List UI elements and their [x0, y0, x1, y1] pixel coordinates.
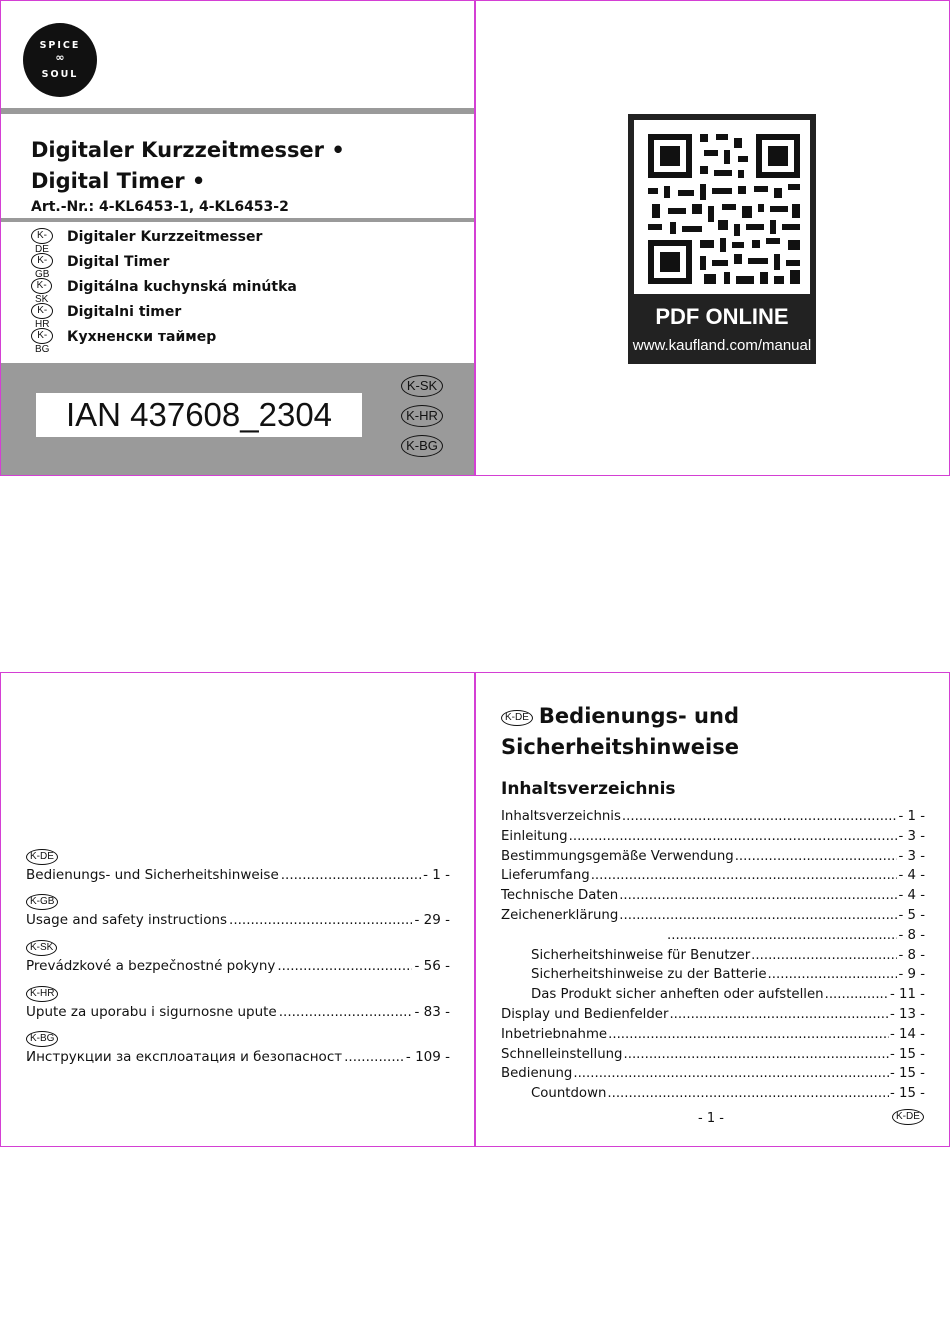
- title-de: Digitaler Kurzzeitmesser •: [31, 138, 345, 162]
- toc-label: Zeichenerklärung: [501, 907, 619, 923]
- entry-page: - 56 -: [414, 958, 450, 974]
- toc-page: - 14 -: [890, 1026, 925, 1042]
- entry-page: - 109 -: [405, 1049, 450, 1065]
- entry-page: - 83 -: [414, 1004, 450, 1020]
- qr-page: [475, 0, 950, 476]
- cover-page: [0, 0, 475, 476]
- toc-label: Schnelleinstellung: [501, 1046, 623, 1062]
- toc-row[interactable]: [501, 827, 925, 847]
- toc-label: Inhaltsverzeichnis: [501, 809, 621, 824]
- toc-row[interactable]: [501, 985, 925, 1005]
- toc-page: - 1 -: [898, 809, 925, 824]
- page-number: - 1 -: [698, 1111, 724, 1126]
- toc-row[interactable]: [501, 926, 925, 946]
- ian-number: IAN 437608_2304: [36, 393, 362, 437]
- toc-label: Inbetriebnahme: [501, 1026, 608, 1042]
- heading-line-2: Sicherheitshinweise: [501, 735, 739, 759]
- toc-page: [475, 672, 950, 1147]
- divider: [1, 108, 474, 114]
- side-badge: K-SK: [401, 375, 443, 397]
- heading-line-1: Bedienungs- und: [538, 704, 739, 728]
- toc-row[interactable]: [501, 965, 925, 985]
- toc-label: Countdown: [531, 1086, 607, 1102]
- side-badge: K-HR: [401, 405, 443, 427]
- language-badge: K-DE: [892, 1109, 924, 1125]
- toc-page: - 11 -: [890, 987, 925, 1003]
- entry-label: Инструкции за експлоатация и безопасност: [26, 1049, 343, 1065]
- spice-soul-logo: [23, 23, 97, 97]
- language-badge: K-GB: [31, 253, 53, 269]
- toc-label: Sicherheitshinweise für Benutzer: [531, 947, 751, 963]
- language-badge: K-DE: [31, 228, 53, 244]
- entry-page: - 29 -: [414, 912, 450, 928]
- toc-page: - 15 -: [890, 1066, 925, 1082]
- entry-label: Upute za uporabu i sigurnosne upute: [26, 1004, 277, 1020]
- entry-page: - 1 -: [423, 867, 450, 883]
- toc-label: Bedienung: [501, 1066, 573, 1082]
- title-en: Digital Timer •: [31, 169, 206, 193]
- language-badge: K-DE: [26, 849, 58, 865]
- article-number: Art.-Nr.: 4-KL6453-1, 4-KL6453-2: [31, 199, 289, 215]
- logo-text-bottom: SOUL: [41, 69, 79, 80]
- toc-page: - 3 -: [898, 828, 925, 844]
- toc-row[interactable]: [501, 847, 925, 867]
- toc-row[interactable]: [501, 906, 925, 926]
- toc-label: Einleitung: [501, 828, 568, 844]
- toc-page: - 15 -: [890, 1086, 925, 1102]
- toc-page: - 8 -: [898, 947, 925, 963]
- toc-label: Lieferumfang: [501, 868, 590, 884]
- toc-heading: [501, 701, 739, 763]
- language-label: Digitaler Kurzzeitmesser: [67, 229, 263, 245]
- toc-page: - 3 -: [898, 848, 925, 864]
- toc-label: Das Produkt sicher anheften oder aufstellen: [531, 987, 824, 1003]
- language-label: Digitálna kuchynská minútka: [67, 279, 297, 295]
- language-badge: K-DE: [501, 710, 533, 726]
- language-label: Digitalni timer: [67, 304, 182, 320]
- entry-label: Bedienungs- und Sicherheitshinweise: [26, 867, 279, 883]
- toc-row[interactable]: [501, 1005, 925, 1025]
- entry-label: Usage and safety instructions: [26, 912, 228, 928]
- toc-page: - 8 -: [898, 927, 925, 943]
- toc-label: Bestimmungsgemäße Verwendung: [501, 848, 734, 864]
- language-badge: K-HR: [26, 986, 58, 1002]
- toc-label: Sicherheitshinweise zu der Batterie: [531, 967, 767, 983]
- pdf-online-label: PDF ONLINE: [655, 304, 789, 329]
- qr-code-icon: [634, 120, 810, 294]
- toc-page: - 15 -: [890, 1046, 925, 1062]
- languages-page: [0, 672, 475, 1147]
- language-badge: K-GB: [26, 894, 58, 910]
- language-label: Digital Timer: [67, 254, 170, 270]
- toc-list: [501, 807, 925, 1104]
- toc-row[interactable]: [501, 1084, 925, 1104]
- logo-infinity-icon: ∞: [55, 51, 65, 64]
- qr-card: [628, 114, 816, 364]
- toc-row[interactable]: [501, 866, 925, 886]
- toc-row[interactable]: [501, 946, 925, 966]
- logo-text-top: SPICE: [39, 40, 81, 51]
- toc-page: - 4 -: [898, 888, 925, 904]
- toc-row[interactable]: [501, 807, 925, 827]
- language-badge: K-SK: [26, 940, 57, 956]
- toc-label: Display und Bedienfelder: [501, 1006, 669, 1022]
- divider: [1, 218, 474, 222]
- toc-page: - 13 -: [890, 1006, 925, 1022]
- language-badge: K-SK: [31, 278, 52, 294]
- toc-row[interactable]: [501, 886, 925, 906]
- toc-subheading: Inhaltsverzeichnis: [501, 779, 676, 799]
- manual-url[interactable]: www.kaufland.com/manual: [632, 337, 812, 354]
- side-badge: K-BG: [401, 435, 443, 457]
- language-label: Кухненски таймер: [67, 329, 217, 345]
- language-badge: K-BG: [31, 328, 53, 344]
- entry-label: Prevádzkové a bezpečnostné pokyny: [26, 958, 276, 974]
- toc-page: - 4 -: [898, 868, 925, 884]
- toc-row[interactable]: [501, 1045, 925, 1065]
- toc-row[interactable]: [501, 1064, 925, 1084]
- toc-page: - 9 -: [898, 967, 925, 983]
- toc-page: - 5 -: [898, 907, 925, 923]
- language-badge: K-BG: [26, 1031, 58, 1047]
- toc-label: Technische Daten: [501, 888, 619, 904]
- language-badge: K-HR: [31, 303, 53, 319]
- toc-row[interactable]: [501, 1025, 925, 1045]
